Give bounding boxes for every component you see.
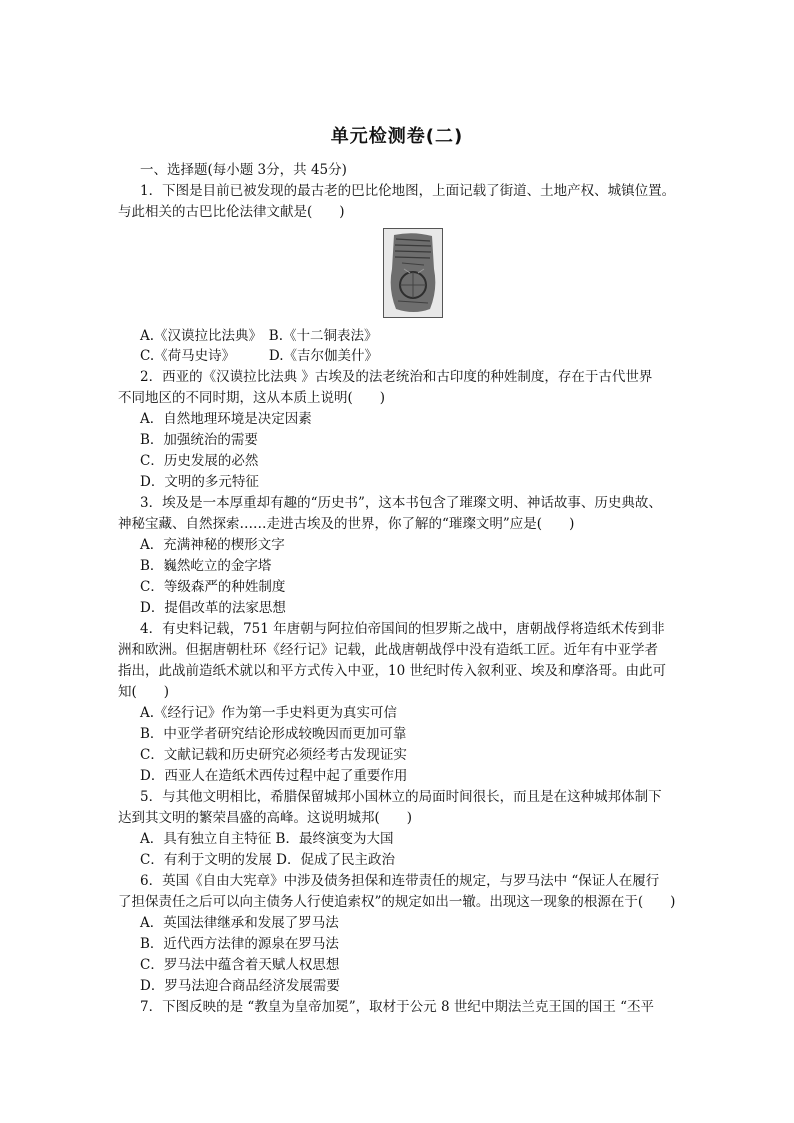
q4-stem-line1: 4．有史料记载，751 年唐朝与阿拉伯帝国间的怛罗斯之战中，唐朝战俘将造纸术传到非 (140, 621, 665, 637)
q6-option-d: D．罗马法迎合商品经济发展需要 (140, 978, 340, 994)
q3-option-b: B．巍然屹立的金字塔 (140, 558, 272, 574)
section-heading: 一、选择题(每小题 3分，共 45分) (140, 162, 347, 178)
q2-stem-line2: 不同地区的不同时期，这从本质上说明( ) (118, 390, 386, 406)
q5-options-line2: C．有利于文明的发展 D．促成了民主政治 (140, 852, 395, 868)
q3-stem-line2: 神秘宝藏、自然探索……走进古埃及的世界，你了解的“璀璨文明”应是( ) (118, 516, 575, 532)
q2-option-a: A．自然地理环境是决定因素 (140, 411, 312, 427)
q6-option-c: C．罗马法中蕴含着天赋人权思想 (140, 957, 340, 973)
q1-stem-line2: 与此相关的古巴比伦法律文献是( ) (118, 204, 345, 220)
q4-option-d: D．西亚人在造纸术西传过程中起了重要作用 (140, 768, 408, 784)
q4-stem-line3: 指出，此战前造纸术就以和平方式传入中亚，10 世纪时传入叙利亚、埃及和摩洛哥。由此可 (118, 663, 666, 679)
q2-option-d: D．文明的多元特征 (140, 474, 259, 490)
q2-option-b: B．加强统治的需要 (140, 432, 258, 448)
q5-options-line1: A．具有独立自主特征 B．最终演变为大国 (140, 831, 394, 847)
q6-option-b: B．近代西方法律的源泉在罗马法 (140, 936, 339, 952)
q1-options-line2: C.《荷马史诗》 D.《吉尔伽美什》 (140, 348, 379, 364)
q3-option-a: A．充满神秘的楔形文字 (140, 537, 285, 553)
q4-option-a: A.《经行记》作为第一手史料更为真实可信 (140, 705, 398, 721)
page-title: 单元检测卷(二) (330, 126, 464, 147)
q6-stem-line1: 6．英国《自由大宪章》中涉及债务担保和连带责任的规定，与罗马法中 “保证人在履行 (140, 873, 660, 889)
q1-stem-line1: 1．下图是目前已被发现的最古老的巴比伦地图，上面记载了街道、土地产权、城镇位置。 (140, 183, 676, 199)
q1-options-line1: A.《汉谟拉比法典》 B.《十二铜表法》 (140, 328, 378, 344)
q2-stem-line1: 2．西亚的《汉谟拉比法典 》古埃及的法老统治和古印度的种姓制度，存在于古代世界 (140, 369, 653, 385)
clay-tablet-icon (384, 229, 442, 317)
q4-option-c: C．文献记载和历史研究必须经考古发现证实 (140, 747, 407, 763)
q2-option-c: C．历史发展的必然 (140, 453, 259, 469)
q4-stem-line2: 洲和欧洲。但据唐朝杜环《经行记》记载，此战唐朝战俘中没有造纸工匠。近年有中亚学者 (118, 642, 658, 658)
q7-stem-line1: 7．下图反映的是 “教皇为皇帝加冕”，取材于公元 8 世纪中期法兰克王国的国王 “丕平 (140, 999, 655, 1015)
q4-stem-line4: 知( ) (118, 684, 170, 700)
q5-stem-line1: 5．与其他文明相比，希腊保留城邦小国林立的局面时间很长，而且是在这种城邦体制下 (140, 789, 662, 805)
q3-stem-line1: 3．埃及是一本厚重却有趣的“历史书”，这本书包含了璀璨文明、神话故事、历史典故、 (140, 495, 662, 511)
q5-stem-line2: 达到其文明的繁荣昌盛的高峰。这说明城邦( ) (118, 810, 413, 826)
q4-option-b: B．中亚学者研究结论形成较晚因而更加可靠 (140, 726, 407, 742)
q6-option-a: A．英国法律继承和发展了罗马法 (140, 915, 339, 931)
q3-option-c: C．等级森严的种姓制度 (140, 579, 286, 595)
q3-option-d: D．提倡改革的法家思想 (140, 600, 286, 616)
q6-stem-line2: 了担保责任之后可以向主债务人行使追索权”的规定如出一辙。出现这一现象的根源在于( ) (118, 894, 676, 910)
babylon-map-tablet-image (383, 228, 443, 318)
